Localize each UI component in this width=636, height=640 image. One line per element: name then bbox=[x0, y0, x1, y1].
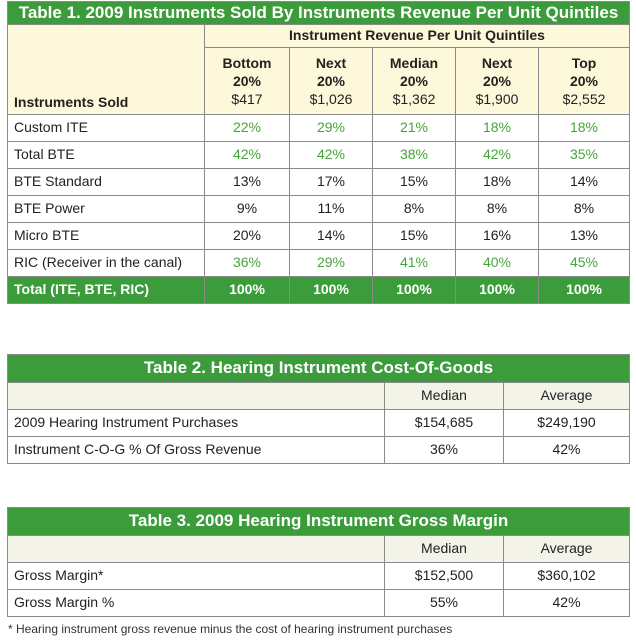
table-row bbox=[8, 196, 630, 223]
table-row bbox=[8, 410, 630, 437]
cell: 100% bbox=[290, 277, 373, 304]
cell: 36% bbox=[205, 250, 290, 277]
cell: 13% bbox=[539, 223, 630, 250]
table-row bbox=[8, 223, 630, 250]
table1-row-header: Instruments Sold bbox=[8, 25, 205, 115]
empty-header bbox=[8, 383, 385, 410]
table-gross-margin bbox=[7, 507, 630, 617]
cell: 15% bbox=[373, 169, 456, 196]
cell: 13% bbox=[205, 169, 290, 196]
cell: 14% bbox=[539, 169, 630, 196]
table-row bbox=[8, 437, 630, 464]
row-label: 2009 Hearing Instrument Purchases bbox=[8, 410, 385, 437]
cell: 29% bbox=[290, 115, 373, 142]
row-label: BTE Power bbox=[8, 196, 205, 223]
cell: 16% bbox=[456, 223, 539, 250]
table-row bbox=[8, 250, 630, 277]
cell: 20% bbox=[205, 223, 290, 250]
cell: 8% bbox=[456, 196, 539, 223]
cell: 38% bbox=[373, 142, 456, 169]
cell: 8% bbox=[539, 196, 630, 223]
cell: 40% bbox=[456, 250, 539, 277]
cell: 42% bbox=[504, 590, 630, 617]
col-median: Median bbox=[385, 536, 504, 563]
cell: $152,500 bbox=[385, 563, 504, 590]
row-label: Total (ITE, BTE, RIC) bbox=[8, 277, 205, 304]
cell: 42% bbox=[205, 142, 290, 169]
table1-col-header: Next 20% $1,026 bbox=[290, 48, 373, 115]
col-median: Median bbox=[385, 383, 504, 410]
row-label: RIC (Receiver in the canal) bbox=[8, 250, 205, 277]
cell: 21% bbox=[373, 115, 456, 142]
cell: $154,685 bbox=[385, 410, 504, 437]
cell: 100% bbox=[539, 277, 630, 304]
empty-header bbox=[8, 536, 385, 563]
row-label: Custom ITE bbox=[8, 115, 205, 142]
cell: $249,190 bbox=[504, 410, 630, 437]
table1-col-header: Next 20% $1,900 bbox=[456, 48, 539, 115]
cell: 100% bbox=[373, 277, 456, 304]
total-row bbox=[8, 277, 630, 304]
col-average: Average bbox=[504, 383, 630, 410]
cell: 100% bbox=[205, 277, 290, 304]
row-label: BTE Standard bbox=[8, 169, 205, 196]
table-row bbox=[8, 563, 630, 590]
table2-title: Table 2. Hearing Instrument Cost-Of-Goods bbox=[8, 355, 630, 383]
table1-col-header: Bottom 20% $417 bbox=[205, 48, 290, 115]
cell: 42% bbox=[456, 142, 539, 169]
cell: 8% bbox=[373, 196, 456, 223]
cell: 9% bbox=[205, 196, 290, 223]
table-row bbox=[8, 142, 630, 169]
table1-title: Table 1. 2009 Instruments Sold By Instruments Revenue Per Unit Quintiles bbox=[8, 2, 630, 25]
cell: 11% bbox=[290, 196, 373, 223]
table-cost-of-goods bbox=[7, 354, 630, 464]
cell: 35% bbox=[539, 142, 630, 169]
row-label: Instrument C-O-G % Of Gross Revenue bbox=[8, 437, 385, 464]
cell: 42% bbox=[290, 142, 373, 169]
cell: 41% bbox=[373, 250, 456, 277]
cell: 14% bbox=[290, 223, 373, 250]
cell: 18% bbox=[456, 169, 539, 196]
cell: $360,102 bbox=[504, 563, 630, 590]
cell: 29% bbox=[290, 250, 373, 277]
cell: 15% bbox=[373, 223, 456, 250]
table-row bbox=[8, 590, 630, 617]
table1-col-header: Top 20% $2,552 bbox=[539, 48, 630, 115]
cell: 18% bbox=[456, 115, 539, 142]
table-row bbox=[8, 169, 630, 196]
cell: 36% bbox=[385, 437, 504, 464]
table3-title: Table 3. 2009 Hearing Instrument Gross Margin bbox=[8, 508, 630, 536]
row-label: Gross Margin % bbox=[8, 590, 385, 617]
row-label: Total BTE bbox=[8, 142, 205, 169]
cell: 42% bbox=[504, 437, 630, 464]
cell: 18% bbox=[539, 115, 630, 142]
cell: 100% bbox=[456, 277, 539, 304]
cell: 17% bbox=[290, 169, 373, 196]
row-label: Micro BTE bbox=[8, 223, 205, 250]
table1-col-header: Median 20% $1,362 bbox=[373, 48, 456, 115]
table1-group-header: Instrument Revenue Per Unit Quintiles bbox=[205, 25, 630, 48]
footnote: * Hearing instrument gross revenue minus the cost of hearing instrument purchases bbox=[8, 622, 453, 636]
table-row bbox=[8, 115, 630, 142]
table-instruments-sold bbox=[7, 1, 630, 304]
cell: 22% bbox=[205, 115, 290, 142]
row-label: Gross Margin* bbox=[8, 563, 385, 590]
col-average: Average bbox=[504, 536, 630, 563]
cell: 55% bbox=[385, 590, 504, 617]
cell: 45% bbox=[539, 250, 630, 277]
